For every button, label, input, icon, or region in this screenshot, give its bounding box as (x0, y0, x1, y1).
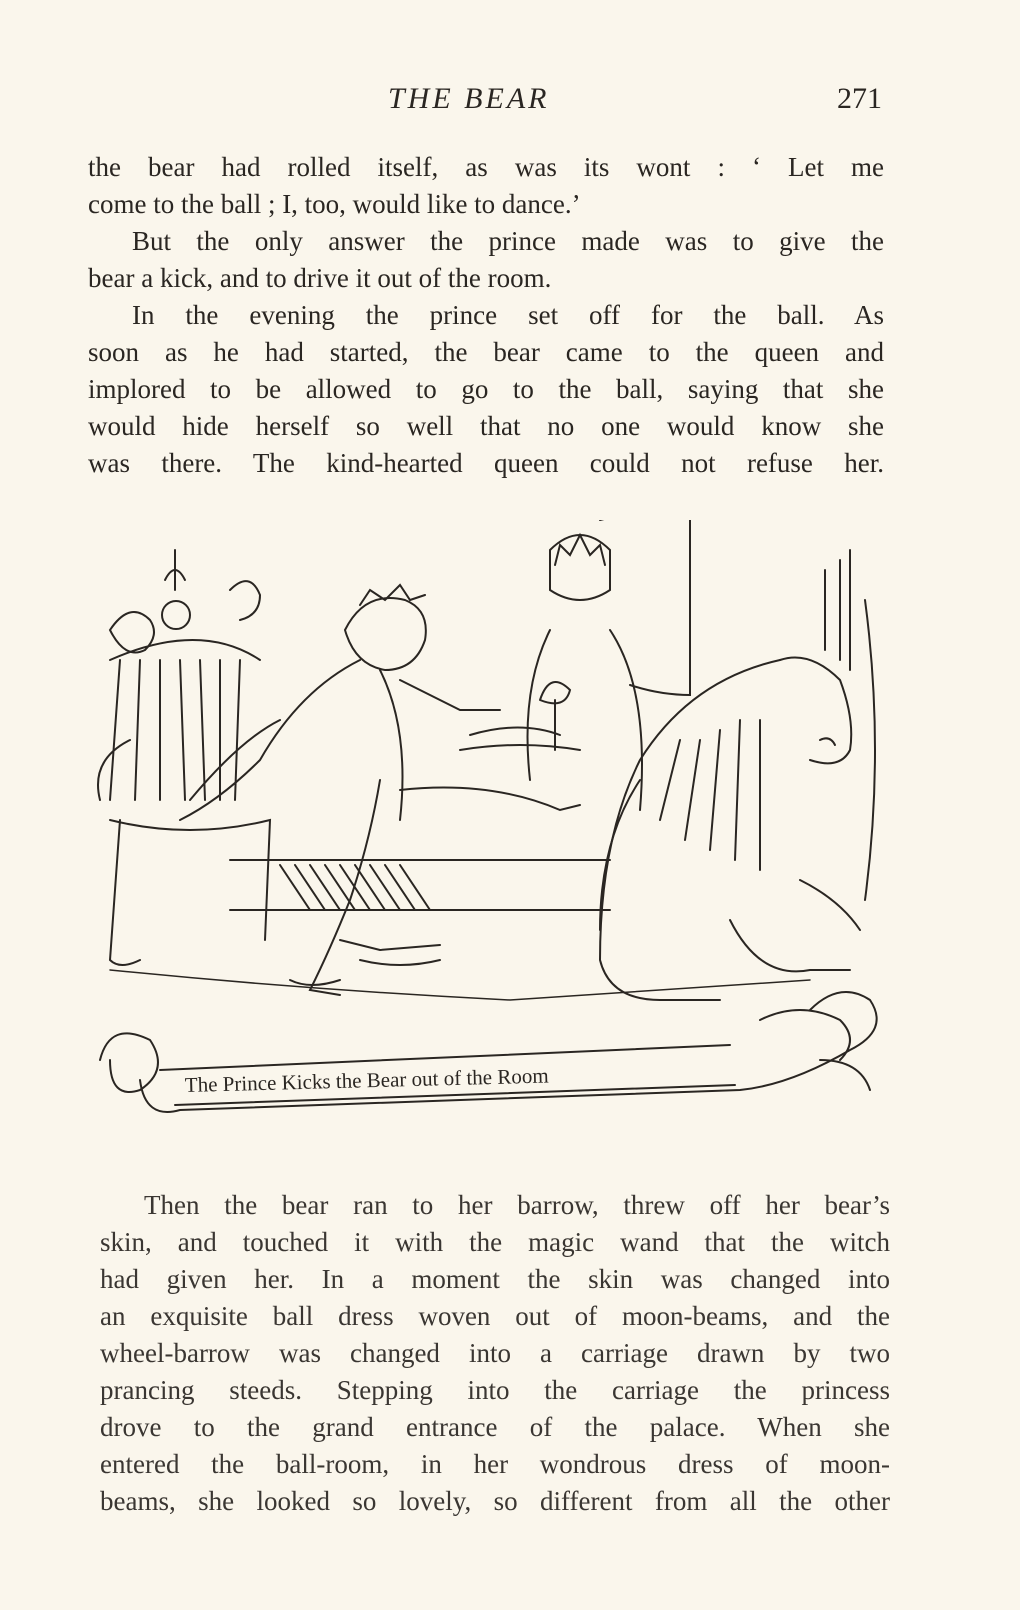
illustration-prince-kicks-bear (80, 520, 910, 1140)
page-header (88, 82, 882, 122)
text-line: soon as he had started, the bear came to the queen and (88, 337, 884, 367)
text-line: In the evening the prince set off for the ball. As (132, 300, 884, 330)
text-line: an exquisite ball dress woven out of moon-beams, and the (100, 1301, 890, 1331)
queen-illustration (528, 520, 691, 810)
text-line: implored to be allowed to go to the ball, saying that she (88, 374, 884, 404)
table-illustration (230, 682, 610, 910)
text-line: prancing steeds. Stepping into the carriage the princess (100, 1375, 890, 1405)
text-line: But the only answer the prince made was to give the (132, 226, 884, 256)
running-title: THE BEAR (388, 82, 550, 115)
text-line: skin, and touched it with the magic wand that the witch (100, 1227, 890, 1257)
text-line: bear a kick, and to drive it out of the room. (88, 263, 552, 293)
text-line: had given her. In a moment the skin was changed into (100, 1264, 890, 1294)
illustration-caption: The Prince Kicks the Bear out of the Room (184, 1063, 549, 1097)
chair-illustration (98, 550, 270, 965)
prince-illustration (180, 585, 580, 995)
text-line: beams, she looked so lovely, so different from all the other (100, 1486, 890, 1516)
text-line: entered the ball-room, in her wondrous dress of moon- (100, 1449, 890, 1479)
bottom-paragraphs (100, 1187, 890, 1520)
text-line: come to the ball ; I, too, would like to dance.’ (88, 189, 581, 219)
page-number: 271 (837, 82, 882, 115)
text-line: was there. The kind-hearted queen could not refuse her. (88, 448, 884, 478)
text-line: would hide herself so well that no one would know she (88, 411, 884, 441)
text-line: wheel-barrow was changed into a carriage drawn by two (100, 1338, 890, 1368)
text-line: Then the bear ran to her barrow, threw off her bear’s (144, 1190, 890, 1220)
text-line: drove to the grand entrance of the palace. When she (100, 1412, 890, 1442)
text-line: the bear had rolled itself, as was its wont : ‘ Let me (88, 152, 884, 182)
top-paragraphs (88, 149, 884, 482)
